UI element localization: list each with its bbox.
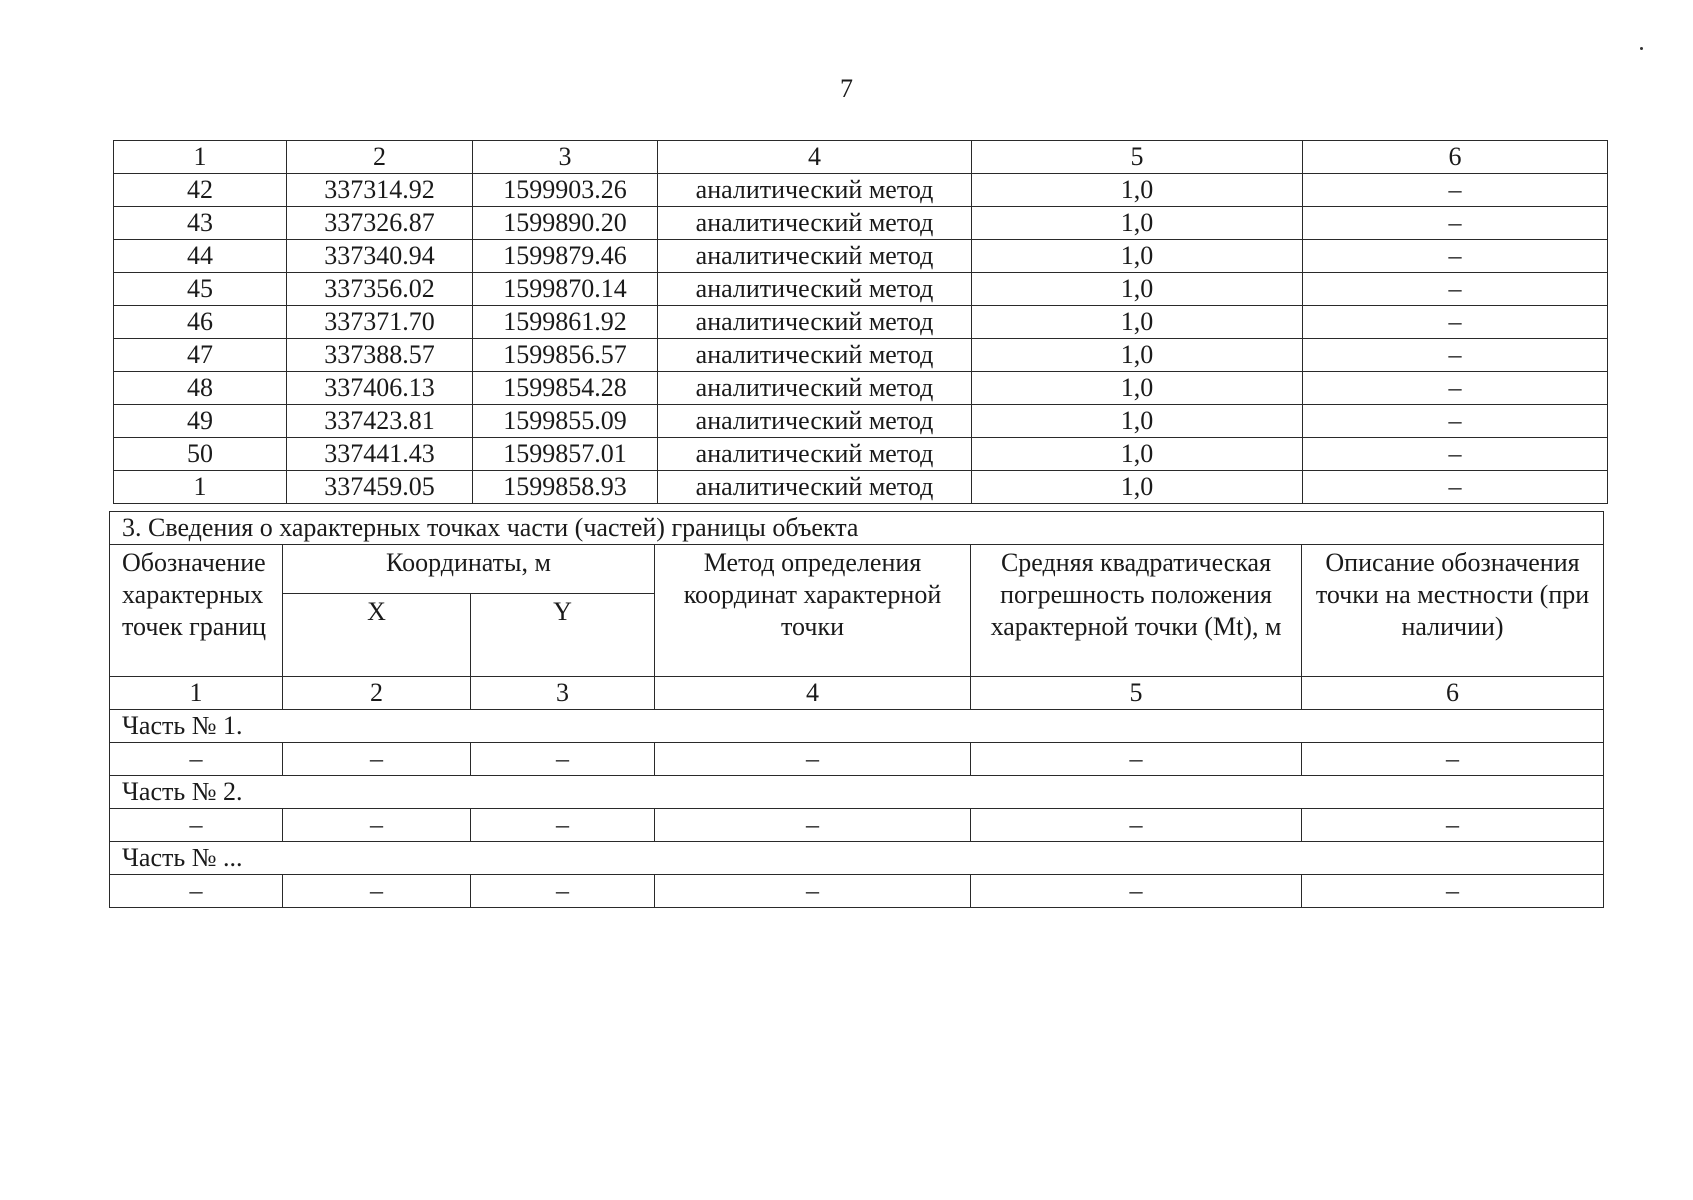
description: –	[1303, 240, 1608, 273]
error-value: 1,0	[972, 339, 1303, 372]
description: –	[1302, 809, 1604, 842]
point-id: –	[110, 875, 283, 908]
page-number: 7	[840, 74, 853, 103]
description: –	[1302, 743, 1604, 776]
coord-y: 1599858.93	[473, 471, 658, 504]
table-row	[110, 743, 1604, 776]
error-value: 1,0	[972, 240, 1303, 273]
error-value: 1,0	[972, 438, 1303, 471]
error-value: 1,0	[972, 471, 1303, 504]
column-number-row	[110, 677, 1604, 710]
method: аналитический метод	[658, 339, 972, 372]
part-label-row	[110, 842, 1604, 875]
table-row	[110, 809, 1604, 842]
section-title-row	[110, 512, 1604, 545]
coord-y: –	[471, 743, 655, 776]
error-value: 1,0	[972, 174, 1303, 207]
error-value: 1,0	[972, 372, 1303, 405]
method: –	[655, 743, 971, 776]
method: аналитический метод	[658, 207, 972, 240]
column-number-row	[114, 141, 1608, 174]
header-error: Средняя квадратическая погрешность положения характерной точки (Mt), м	[971, 545, 1302, 677]
coord-y: 1599890.20	[473, 207, 658, 240]
table-row	[114, 405, 1608, 438]
coord-y: 1599854.28	[473, 372, 658, 405]
point-id: 50	[114, 438, 287, 471]
column-number: 4	[658, 141, 972, 174]
coord-y: 1599861.92	[473, 306, 658, 339]
point-id: –	[110, 743, 283, 776]
coord-x: 337340.94	[287, 240, 473, 273]
error-value: 1,0	[972, 405, 1303, 438]
column-number: 5	[972, 141, 1303, 174]
method: аналитический метод	[658, 372, 972, 405]
method: аналитический метод	[658, 471, 972, 504]
point-id: 48	[114, 372, 287, 405]
header-method: Метод определения координат характерной точки	[655, 545, 971, 677]
coord-y: 1599856.57	[473, 339, 658, 372]
point-id: –	[110, 809, 283, 842]
part-label: Часть № 1.	[110, 710, 1604, 743]
coord-y: 1599903.26	[473, 174, 658, 207]
column-number: 2	[283, 677, 471, 710]
coord-x: –	[283, 875, 471, 908]
header-description: Описание обозначения точки на местности (при наличии)	[1302, 545, 1604, 677]
coord-x: 337459.05	[287, 471, 473, 504]
table-row	[114, 339, 1608, 372]
method: –	[655, 875, 971, 908]
column-number: 3	[471, 677, 655, 710]
coord-x: –	[283, 743, 471, 776]
point-id: 43	[114, 207, 287, 240]
table-row	[114, 273, 1608, 306]
boundary-points-table	[113, 140, 1608, 504]
coord-x: 337423.81	[287, 405, 473, 438]
column-number: 1	[110, 677, 283, 710]
part-label: Часть № 2.	[110, 776, 1604, 809]
part-label: Часть № ...	[110, 842, 1604, 875]
header-coordinates: Координаты, м	[283, 545, 655, 594]
column-number: 2	[287, 141, 473, 174]
column-number: 4	[655, 677, 971, 710]
method: аналитический метод	[658, 240, 972, 273]
coord-y: –	[471, 809, 655, 842]
table-row	[110, 875, 1604, 908]
point-id: 47	[114, 339, 287, 372]
description: –	[1303, 471, 1608, 504]
point-id: 49	[114, 405, 287, 438]
column-number: 6	[1302, 677, 1604, 710]
part-label-row	[110, 710, 1604, 743]
header-designation: Обозначение характерных точек границ	[110, 545, 283, 677]
description: –	[1303, 372, 1608, 405]
point-id: 46	[114, 306, 287, 339]
table-row	[114, 174, 1608, 207]
method: аналитический метод	[658, 438, 972, 471]
error-value: 1,0	[972, 306, 1303, 339]
header-x: X	[283, 594, 471, 677]
description: –	[1303, 339, 1608, 372]
part-label-row	[110, 776, 1604, 809]
header-row	[110, 545, 1604, 594]
table-row	[114, 438, 1608, 471]
method: аналитический метод	[658, 174, 972, 207]
coord-x: 337406.13	[287, 372, 473, 405]
description: –	[1303, 207, 1608, 240]
description: –	[1302, 875, 1604, 908]
coord-x: 337441.43	[287, 438, 473, 471]
header-y: Y	[471, 594, 655, 677]
table-row	[114, 372, 1608, 405]
table-row	[114, 471, 1608, 504]
coord-x: 337356.02	[287, 273, 473, 306]
error-value: –	[971, 875, 1302, 908]
column-number: 5	[971, 677, 1302, 710]
point-id: 45	[114, 273, 287, 306]
method: –	[655, 809, 971, 842]
coord-y: 1599855.09	[473, 405, 658, 438]
column-number: 6	[1303, 141, 1608, 174]
error-value: 1,0	[972, 273, 1303, 306]
scan-dot	[1640, 47, 1643, 50]
coord-x: 337314.92	[287, 174, 473, 207]
method: аналитический метод	[658, 306, 972, 339]
description: –	[1303, 273, 1608, 306]
description: –	[1303, 174, 1608, 207]
coord-x: 337371.70	[287, 306, 473, 339]
method: аналитический метод	[658, 405, 972, 438]
section-title: 3. Сведения о характерных точках части (частей) границы объекта	[110, 512, 1604, 545]
error-value: 1,0	[972, 207, 1303, 240]
coord-y: –	[471, 875, 655, 908]
coord-y: 1599870.14	[473, 273, 658, 306]
method: аналитический метод	[658, 273, 972, 306]
coord-y: 1599857.01	[473, 438, 658, 471]
table-row	[114, 240, 1608, 273]
error-value: –	[971, 809, 1302, 842]
error-value: –	[971, 743, 1302, 776]
table-row	[114, 306, 1608, 339]
description: –	[1303, 405, 1608, 438]
column-number: 3	[473, 141, 658, 174]
point-id: 42	[114, 174, 287, 207]
table-row	[114, 207, 1608, 240]
parts-points-table	[109, 511, 1604, 908]
description: –	[1303, 306, 1608, 339]
point-id: 1	[114, 471, 287, 504]
point-id: 44	[114, 240, 287, 273]
column-number: 1	[114, 141, 287, 174]
description: –	[1303, 438, 1608, 471]
coord-y: 1599879.46	[473, 240, 658, 273]
coord-x: 337326.87	[287, 207, 473, 240]
coord-x: 337388.57	[287, 339, 473, 372]
coord-x: –	[283, 809, 471, 842]
